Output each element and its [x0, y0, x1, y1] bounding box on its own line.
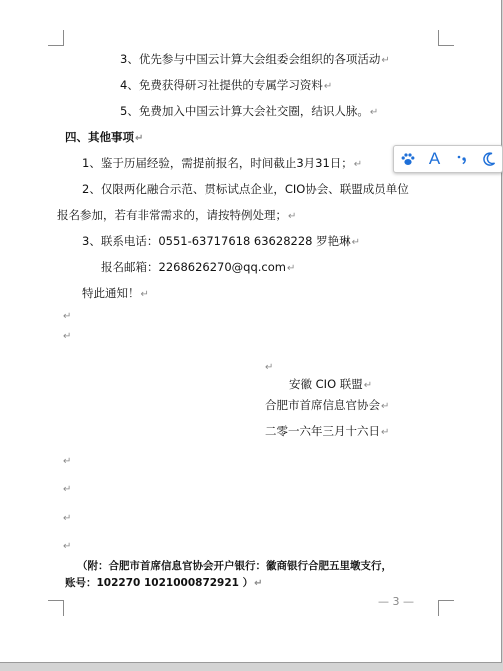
empty-paragraph-mark: ↵ — [63, 484, 72, 495]
bank-info-line-1[interactable]: （附：合肥市首席信息官协会开户银行：徽商银行合肥五里墩支行， — [77, 560, 392, 572]
floating-input-toolbar — [393, 145, 503, 173]
crop-mark-top-right — [438, 30, 454, 46]
item-line-2[interactable]: 2、仅限两化融合示范、贯标试点企业，CIO协会、联盟成员单位 — [82, 182, 409, 196]
benefit-line-4[interactable]: 4、免费获得研习社提供的专属学习资料↵ — [120, 78, 333, 92]
contact-phone-line[interactable]: 3、联系电话：0551-63717618 63628228 罗艳琳↵ — [82, 234, 360, 248]
crop-mark-bottom-right — [438, 600, 454, 616]
item-line-2-continued[interactable]: 报名参加，若有非常需求的，请按特例处理；↵ — [57, 208, 297, 222]
font-a-icon[interactable]: A — [428, 149, 441, 168]
signature-org-cio-alliance[interactable]: 安徽 CIO 联盟↵ — [289, 377, 373, 391]
section-heading-other-matters[interactable]: 四、其他事项↵ — [65, 130, 144, 144]
email-line[interactable]: 报名邮箱：2268626270@qq.com↵ — [101, 260, 296, 274]
empty-paragraph-mark: ↵ — [63, 456, 72, 467]
paw-icon[interactable] — [397, 148, 419, 170]
signature-date[interactable]: 二零一六年三月十六日↵ — [265, 424, 390, 438]
empty-paragraph-mark: ↵ — [63, 311, 72, 322]
signature-org-cio-association[interactable]: 合肥市首席信息官协会↵ — [265, 398, 390, 412]
benefit-line-3[interactable]: 3、优先参与中国云计算大会组委会组织的各项活动↵ — [120, 52, 390, 66]
item-line-1[interactable]: 1、鉴于历届经验，需提前报名，时间截止3月31日；↵ — [82, 156, 363, 170]
crop-mark-bottom-left — [48, 600, 64, 616]
moon-icon[interactable] — [478, 148, 500, 170]
empty-paragraph-mark: ↵ — [63, 331, 72, 342]
empty-paragraph-mark: ↵ — [63, 541, 72, 552]
empty-paragraph-mark: ↵ — [265, 362, 274, 373]
empty-paragraph-mark: ↵ — [63, 513, 72, 524]
benefit-line-5[interactable]: 5、免费加入中国云计算大会社交圈，结识人脉。↵ — [120, 104, 379, 118]
notice-line[interactable]: 特此通知！↵ — [82, 286, 149, 300]
punctuation-icon[interactable] — [451, 148, 473, 170]
crop-mark-top-left — [48, 30, 64, 46]
bank-info-line-2[interactable]: 账号：102270 1021000872921 ）↵ — [65, 577, 263, 589]
page-number: — 3 — — [378, 595, 414, 608]
